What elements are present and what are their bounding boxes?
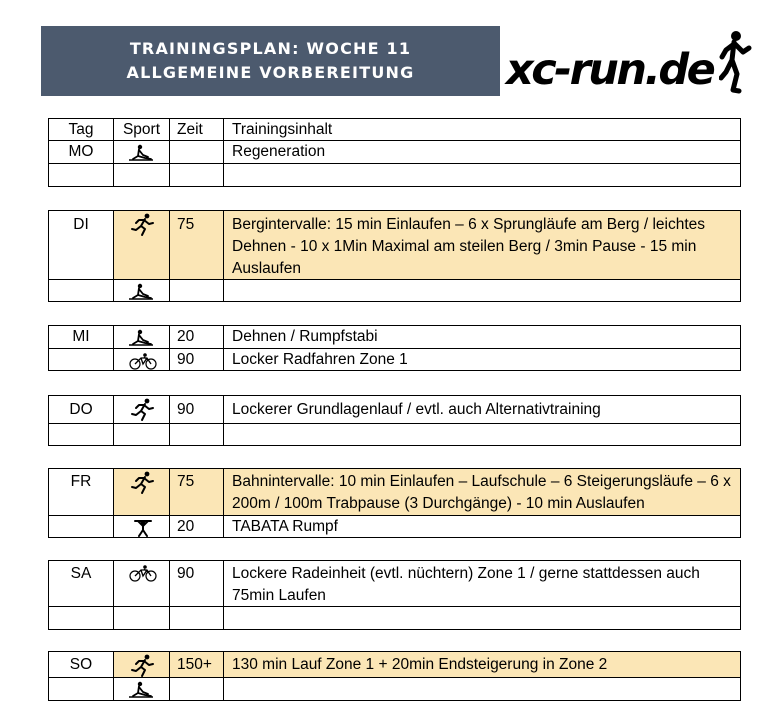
content-cell xyxy=(223,607,740,629)
sport-cell xyxy=(113,164,169,186)
sport-cell xyxy=(113,652,169,677)
content-cell: Regeneration xyxy=(223,141,740,163)
day-label-empty xyxy=(49,349,113,370)
time-cell: 20 xyxy=(169,516,223,537)
time-cell xyxy=(169,280,223,301)
col-header-tag: Tag xyxy=(68,121,94,138)
content-cell xyxy=(223,678,740,700)
day-label-empty xyxy=(49,280,113,301)
time-cell xyxy=(169,424,223,445)
time-cell: 150+ xyxy=(169,652,223,677)
content-cell: Bergintervalle: 15 min Einlaufen – 6 x Sprungläufe am Berg / leichtes Dehnen - 10 x 1Min Maximal am steilen Berg / 3min Pause - 15 min Auslaufen xyxy=(223,211,740,279)
col-header-sport: Sport xyxy=(113,119,169,140)
sport-cell xyxy=(113,469,169,515)
content-cell: TABATA Rumpf xyxy=(223,516,740,537)
day-table-fr xyxy=(48,468,741,538)
time-cell xyxy=(169,678,223,700)
table-row xyxy=(49,396,740,423)
gym-icon xyxy=(133,519,153,537)
stretch-icon xyxy=(128,283,154,300)
content-cell: Dehnen / Rumpfstabi xyxy=(223,326,740,348)
sport-cell xyxy=(113,561,169,606)
table-row xyxy=(49,652,740,677)
day-label-empty xyxy=(49,516,113,537)
title-line-2: ALLGEMEINE VORBEREITUNG xyxy=(126,63,415,82)
time-cell xyxy=(169,164,223,186)
time-cell: 75 xyxy=(169,469,223,515)
content-cell xyxy=(223,424,740,445)
time-cell: 75 xyxy=(169,211,223,279)
table-row xyxy=(49,279,740,301)
day-label: SO xyxy=(49,652,113,677)
sport-cell xyxy=(113,678,169,700)
table-row xyxy=(49,606,740,629)
table-row xyxy=(49,163,740,186)
content-cell xyxy=(223,280,740,301)
day-label: MI xyxy=(72,328,90,345)
logo-text: xc-run.de xyxy=(506,45,714,95)
time-cell: 20 xyxy=(169,326,223,348)
day-label-empty xyxy=(49,678,113,700)
sport-cell xyxy=(113,607,169,629)
content-cell: 130 min Lauf Zone 1 + 20min Endsteigerung in Zone 2 xyxy=(223,652,740,677)
stretch-icon xyxy=(128,329,154,346)
sport-cell xyxy=(113,141,169,163)
day-table-so xyxy=(48,651,741,701)
header-row xyxy=(49,119,740,140)
day-label: FR xyxy=(49,469,113,515)
runner-logo-icon xyxy=(719,30,755,94)
time-cell: 90 xyxy=(169,396,223,423)
table-row xyxy=(49,326,740,348)
content-cell: Locker Radfahren Zone 1 xyxy=(223,349,740,370)
col-header-inhalt: Trainingsinhalt xyxy=(223,119,740,140)
col-header-zeit: Zeit xyxy=(169,119,223,140)
title-line-1: TRAININGSPLAN: WOCHE 11 xyxy=(129,39,412,58)
sport-cell xyxy=(113,424,169,445)
table-row xyxy=(49,348,740,370)
content-cell xyxy=(223,164,740,186)
content-cell: Bahnintervalle: 10 min Einlaufen – Laufschule – 6 Steigerungsläufe – 6 x 200m / 100m Trabpause (3 Durchgänge) - 10 min Auslaufen xyxy=(223,469,740,515)
time-cell xyxy=(169,141,223,163)
stretch-icon xyxy=(128,144,154,161)
table-row xyxy=(49,140,740,163)
table-row xyxy=(49,677,740,700)
day-table-di xyxy=(48,210,741,302)
day-label-empty xyxy=(49,424,113,445)
bike-icon xyxy=(129,353,157,370)
sport-cell xyxy=(113,349,169,370)
content-cell: Lockere Radeinheit (evtl. nüchtern) Zone 1 / gerne stattdessen auch 75min Laufen xyxy=(223,561,740,606)
content-cell: Lockerer Grundlagenlauf / evtl. auch Alternativtraining xyxy=(223,396,740,423)
day-table-mo xyxy=(48,118,741,187)
time-cell xyxy=(169,607,223,629)
day-label: DI xyxy=(49,211,113,279)
day-label-empty xyxy=(49,164,113,186)
run-icon xyxy=(130,471,156,495)
day-label: SA xyxy=(70,565,92,582)
time-cell: 90 xyxy=(169,561,223,606)
table-row xyxy=(49,561,740,606)
sport-cell xyxy=(113,211,169,279)
bike-icon xyxy=(129,565,157,582)
day-label: MO xyxy=(68,143,94,160)
table-row xyxy=(49,211,740,279)
day-label: DO xyxy=(69,401,93,418)
table-row xyxy=(49,469,740,515)
day-table-mi xyxy=(48,325,741,371)
sport-cell xyxy=(113,326,169,348)
table-row xyxy=(49,423,740,445)
day-table-do xyxy=(48,395,741,446)
title-banner xyxy=(41,26,500,96)
run-icon xyxy=(130,213,156,237)
run-icon xyxy=(130,654,156,678)
table-row xyxy=(49,515,740,537)
sport-cell xyxy=(113,396,169,423)
day-table-sa xyxy=(48,560,741,630)
time-cell: 90 xyxy=(169,349,223,370)
sport-cell xyxy=(113,516,169,537)
stretch-icon xyxy=(128,681,154,698)
day-label-empty xyxy=(49,607,113,629)
sport-cell xyxy=(113,280,169,301)
run-icon xyxy=(130,398,156,422)
